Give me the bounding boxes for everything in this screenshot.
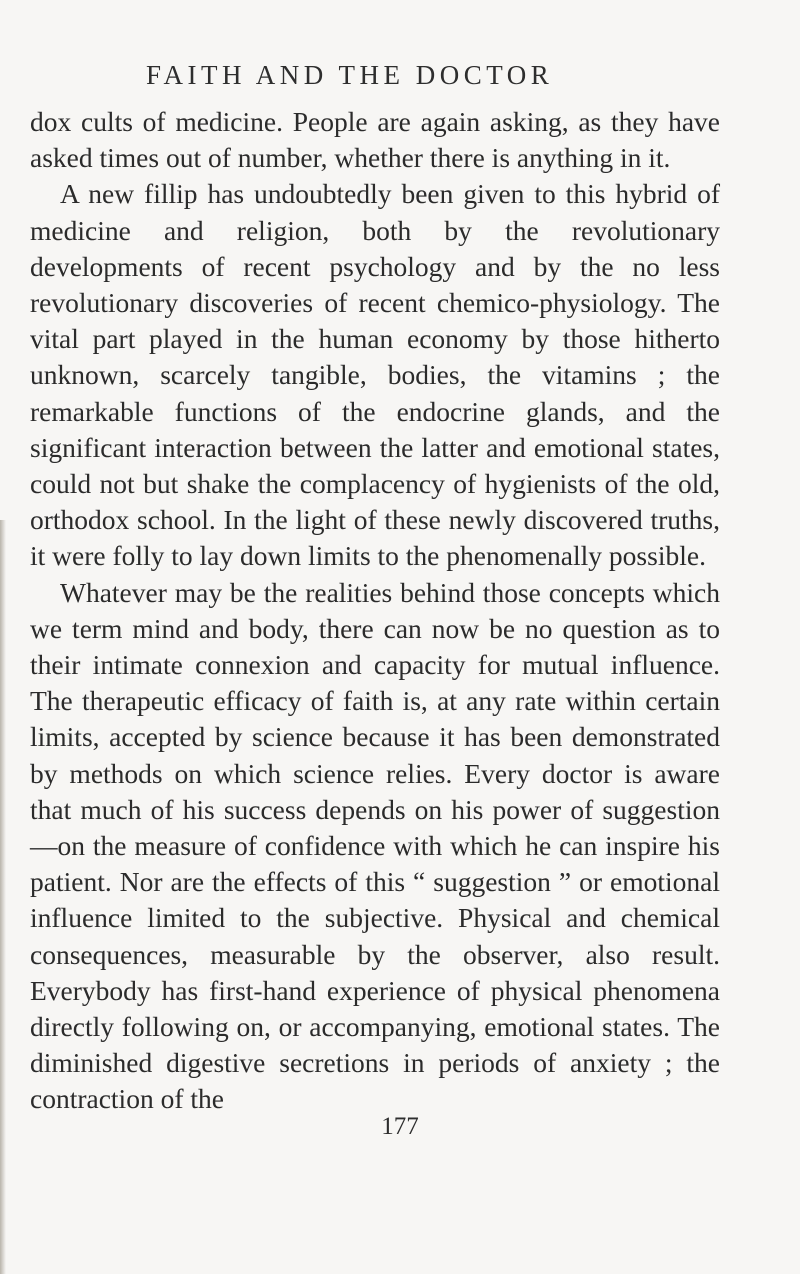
page-edge-shadow [0, 520, 6, 1274]
paragraph: A new fillip has undoubtedly been given to this hybrid of medicine and religion, both by the revolutionary developments of recent psychology and by the no less revolutionary discoveries of recent chemico-physiology. The vital part played in the human economy by those hitherto unknown, scarcely tangible, bodies, the vitamins ; the remarkable functions of the endocrine glands, and the significant interaction between the latter and emotional states, could not but shake the complacency of hygienists of the old, orthodox school. In the light of these newly discovered truths, it were folly to lay down limits to the phenomenally possible. [30, 178, 720, 572]
paragraph: Whatever may be the realities behind those concepts which we term mind and body, there can now be no question as to their intimate connexion and capacity for mutual influence. The therapeutic efficacy of faith is, at any rate within certain limits, accepted by science because it has been demonstrated by methods on which science relies. Every doctor is aware that much of his success depends on his power of suggestion—on the measure of confidence with which he can inspire his patient. Nor are the effects of this “ suggestion ” or emotional influence limited to the subjective. Physical and chemical consequences, measurable by the observer, also result. Everybody has first-hand experience of physical phenomena directly following on, or accompanying, emotional states. The diminished digestive secretions in periods of anxiety ; the contraction of the [30, 576, 720, 1115]
page-number: 177 [381, 1113, 419, 1140]
running-head: FAITH AND THE DOCTOR [146, 60, 554, 90]
paragraph-continued: dox cults of medicine. People are again asking, as they have asked times out of number, whether there is anything in it. [30, 106, 720, 174]
body-text [30, 104, 720, 1118]
